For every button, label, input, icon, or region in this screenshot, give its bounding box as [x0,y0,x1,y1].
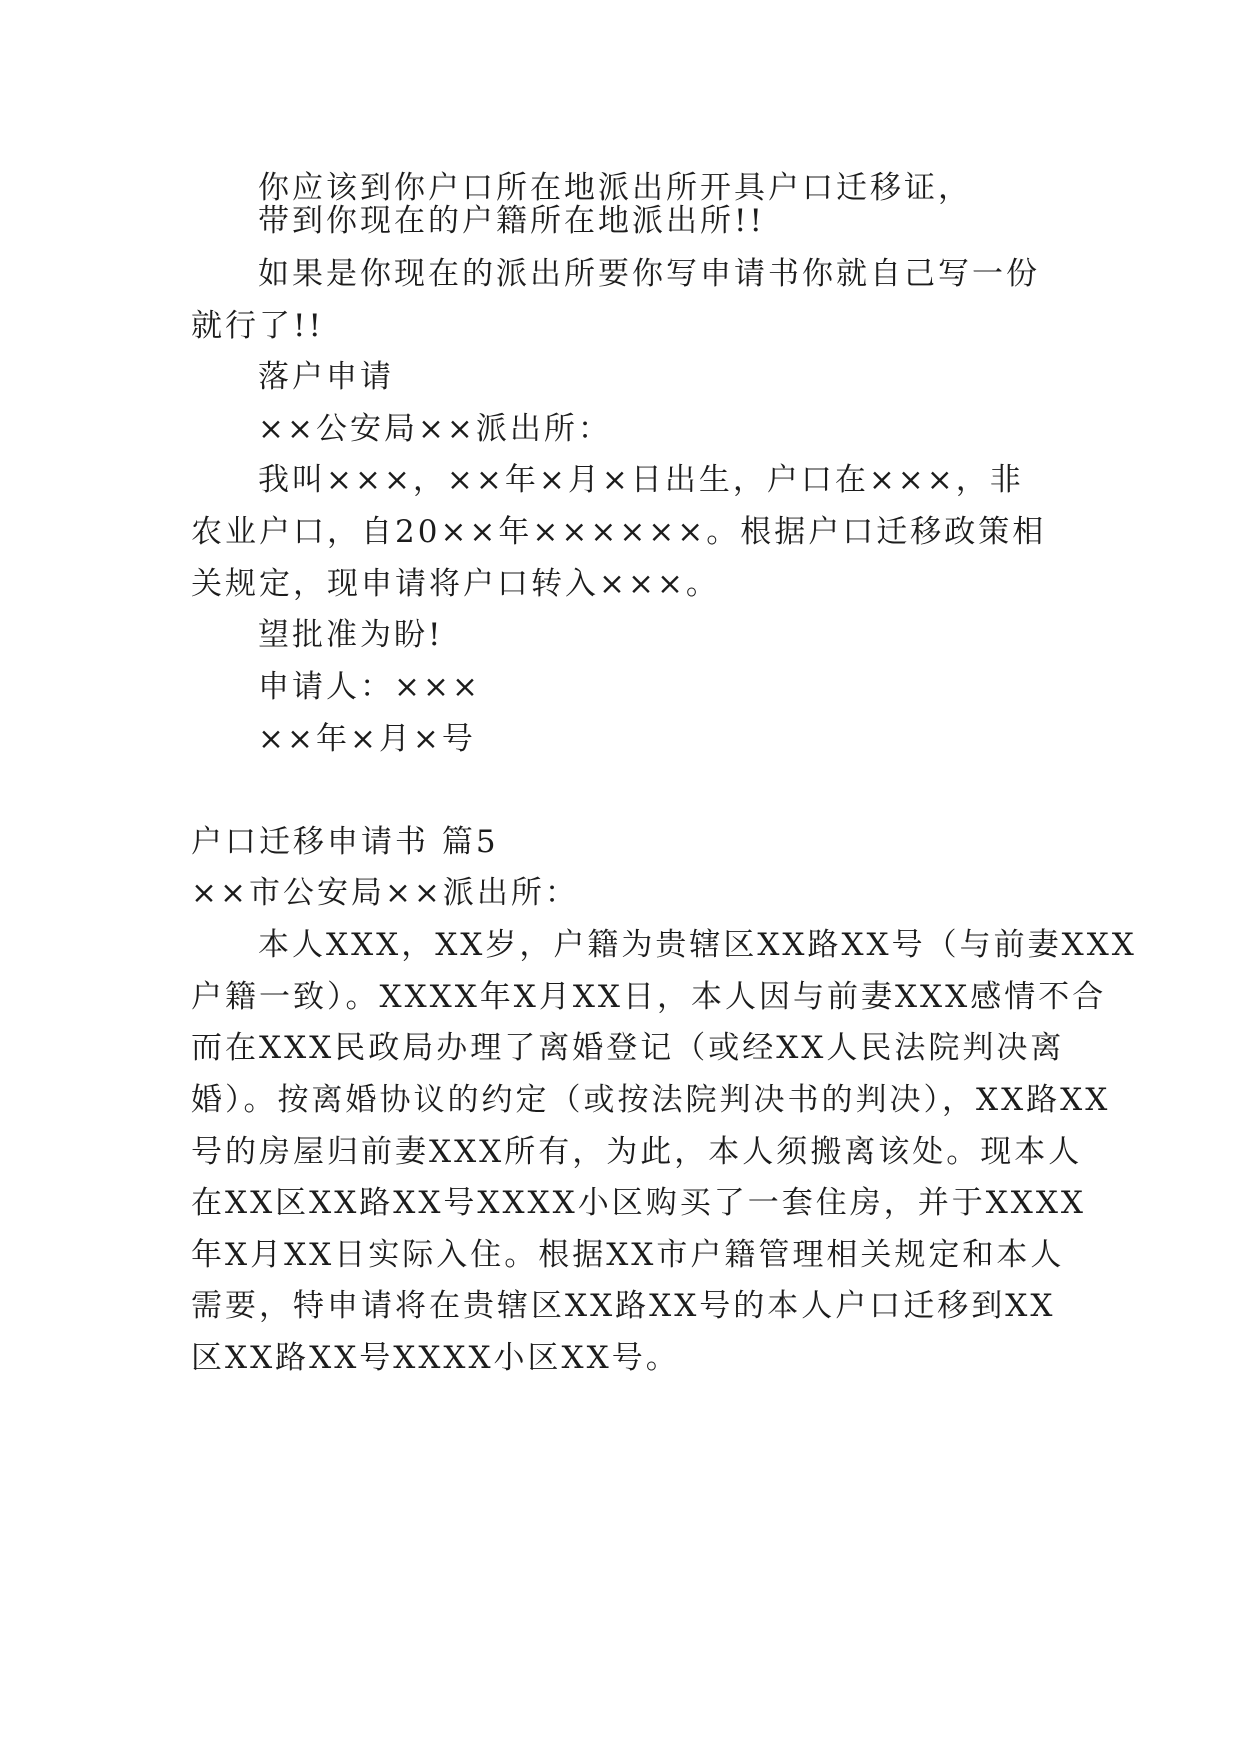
letter-addressee: ××市公安局××派出所： [191,875,579,911]
paragraph-instruction-2: 带到你现在的户籍所在地派出所!! [258,203,765,239]
letter-body-line: 而在XXX民政局办理了离婚登记（或经XX人民法院判决离 [191,1030,1065,1066]
letter-body-line: 户籍一致）。XXXX年X月XX日，本人因与前妻XXX感情不合 [191,979,1107,1015]
sample-title: 落户申请 [258,359,394,395]
paragraph-instruction-3-line-1: 如果是你现在的派出所要你写申请书你就自己写一份 [258,256,1040,292]
letter-body-line: 本人XXX，XX岁，户籍为贵辖区XX路XX号（与前妻XXX [258,927,1137,963]
letter-body-line: 区XX路XX号XXXX小区XX号。 [191,1340,680,1376]
sample-body-line-3: 关规定，现申请将户口转入×××。 [191,566,720,602]
section-heading: 户口迁移申请书 篇5 [191,824,499,860]
sample-closing: 望批准为盼! [258,617,444,653]
letter-body-line: 在XX区XX路XX号XXXX小区购买了一套住房，并于XXXX [191,1185,1086,1221]
letter-body-line: 婚）。按离婚协议的约定（或按法院判决书的判决），XX路XX [191,1082,1111,1118]
letter-body-line: 年X月XX日实际入住。根据XX市户籍管理相关规定和本人 [191,1237,1065,1273]
sample-date: ××年×月×号 [258,721,476,757]
paragraph-instruction-3-line-2: 就行了!! [191,308,324,344]
sample-applicant: 申请人：××× [258,669,481,705]
paragraph-instruction-1: 你应该到你户口所在地派出所开具户口迁移证， [258,170,972,206]
sample-addressee: ××公安局××派出所： [258,411,612,447]
sample-body-line-1: 我叫×××，××年×月×日出生，户口在×××，非 [258,462,1024,498]
letter-body-line: 号的房屋归前妻XXX所有，为此，本人须搬离该处。现本人 [191,1134,1083,1170]
letter-body-line: 需要，特申请将在贵辖区XX路XX号的本人户口迁移到XX [191,1288,1056,1324]
sample-body-line-2: 农业户口，自20××年××××××。根据户口迁移政策相 [191,514,1047,550]
